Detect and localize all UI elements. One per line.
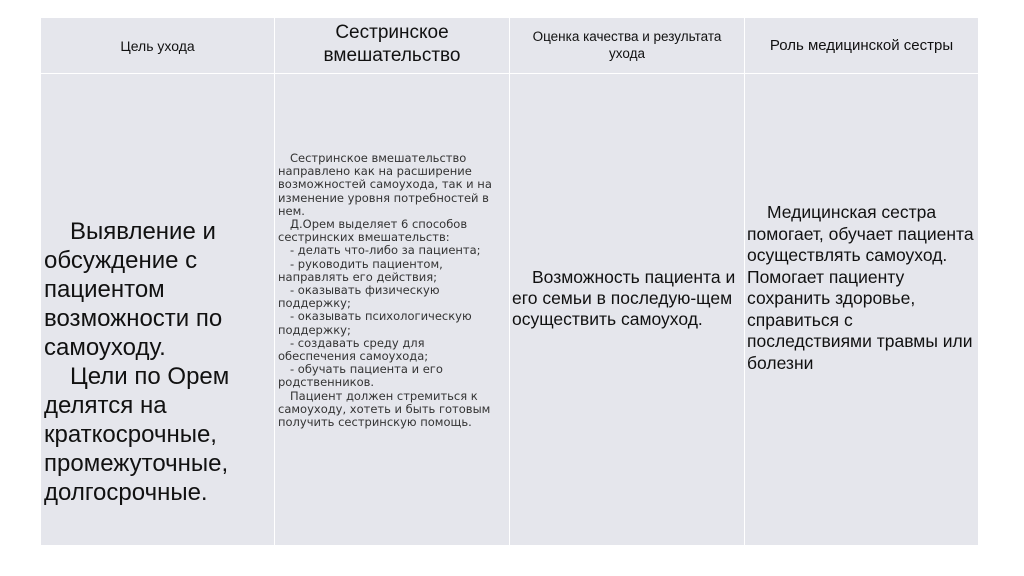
role-cell xyxy=(745,74,978,545)
goal-paragraph-2: Цели по Орем делятся на краткосрочные, промежуточные, долгосрочные. xyxy=(44,363,230,506)
intervention-paragraph-3: Пациент должен стремиться к самоуходу, хотеть и быть готовым получить сестринскую помощь. xyxy=(278,388,491,430)
intervention-paragraph-2: Д.Орем выделяет 6 способов сестринских вмешательств: xyxy=(278,217,468,245)
header-goal xyxy=(41,18,274,73)
intervention-item: - делать что-либо за пациента; xyxy=(290,243,481,258)
header-quality-label: Оценка качества и результата ухода xyxy=(532,29,722,61)
goal-paragraph-1: Выявление и обсуждение с пациентом возможности по самоуходу. xyxy=(44,218,223,361)
header-quality xyxy=(510,18,744,73)
intervention-paragraph-1: Сестринское вмешательство направлено как на расширение возможностей самоухода, так и на изменение уровня потребностей в нем. xyxy=(278,151,492,218)
quality-text: Возможность пациента и его семьи в последую-щем осуществить самоуход. xyxy=(512,267,736,329)
intervention-item: - обучать пациента и его родственников. xyxy=(278,362,443,390)
intervention-item: - руководить пациентом, направлять его действия; xyxy=(278,256,443,284)
goal-cell xyxy=(41,74,274,545)
header-role xyxy=(745,18,978,73)
header-role-label: Роль медицинской сестры xyxy=(769,37,954,54)
care-plan-table xyxy=(41,18,975,544)
header-intervention-label: Сестринское вмешательство xyxy=(323,22,461,66)
quality-cell xyxy=(510,74,744,545)
intervention-item: - оказывать психологическую поддержку; xyxy=(278,309,472,337)
intervention-item: - создавать среду для обеспечения самоухода; xyxy=(278,335,429,364)
intervention-cell xyxy=(275,74,509,545)
role-text: Медицинская сестра помогает, обучает пациента осуществлять самоуход. Помогает пациенту сохранить здоровье, справиться с последствиями травмы или болезни xyxy=(747,202,974,373)
intervention-item: - оказывать физическую поддержку; xyxy=(278,283,440,311)
header-goal-label: Цель ухода xyxy=(120,37,195,54)
header-intervention xyxy=(275,18,509,73)
